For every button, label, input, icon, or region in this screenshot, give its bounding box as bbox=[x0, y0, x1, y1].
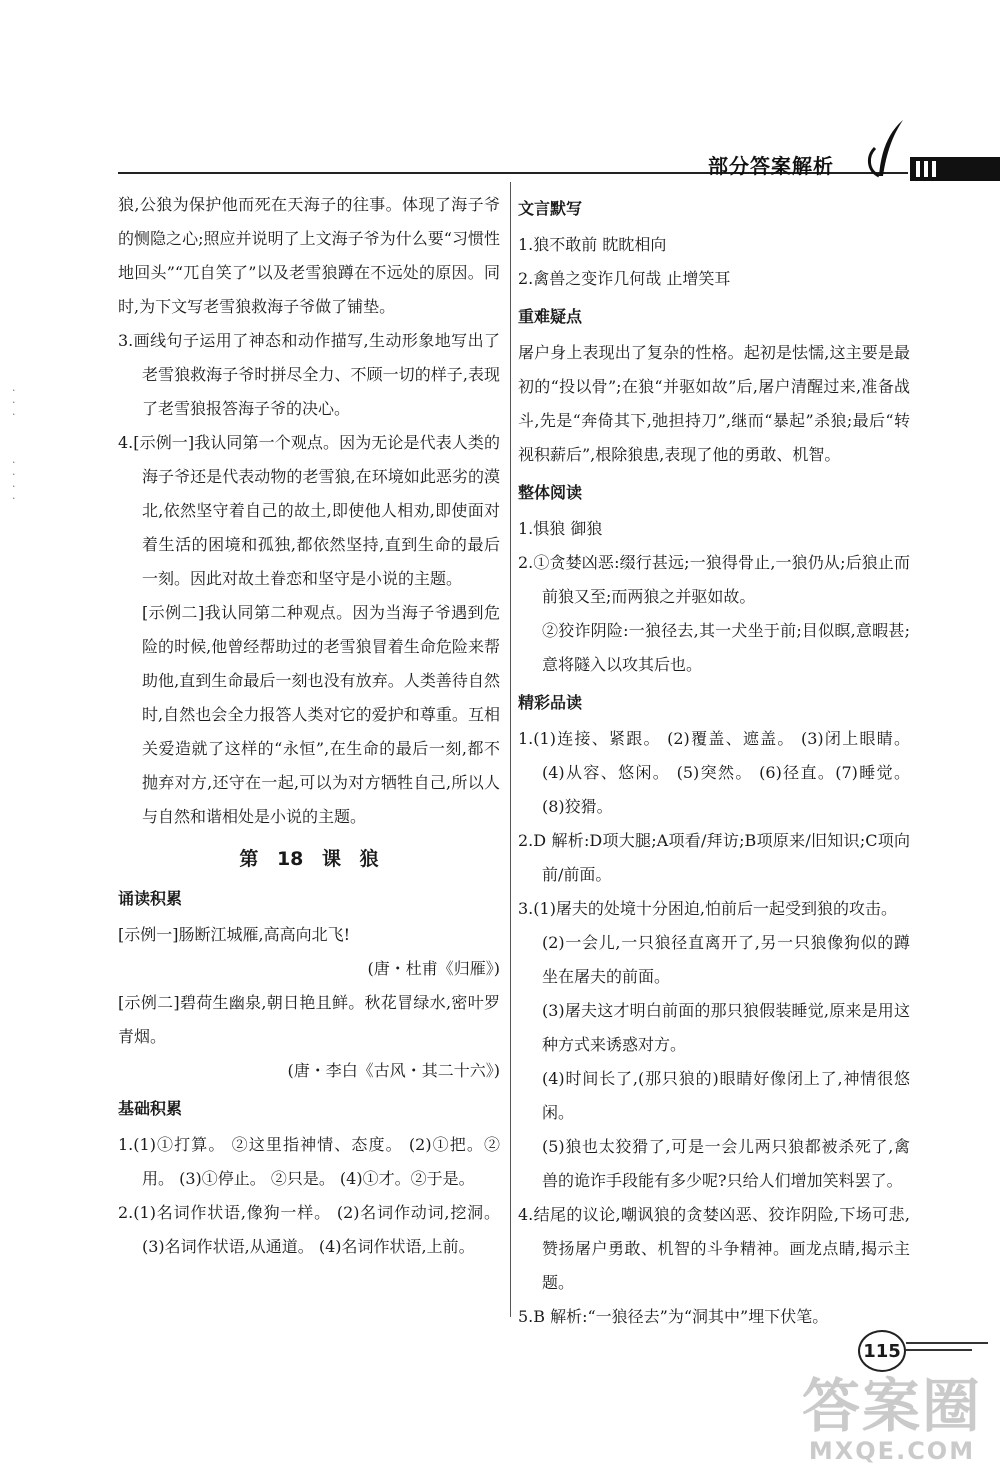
paragraph: 2.(1)名词作状语,像狗一样。 (2)名词作动词,挖洞。 (3)名词作状语,从通道。 (4)名词作状语,上前。 bbox=[118, 1203, 500, 1256]
paragraph: [示例二]碧荷生幽泉,朝日艳且鲜。秋花冒绿水,密叶罗青烟。 bbox=[118, 993, 500, 1046]
quill-pen-icon bbox=[865, 118, 913, 180]
paragraph: 屠户身上表现出了复杂的性格。起初是怯懦,这主要是最初的“投以骨”;在狼“并驱如故”后,屠户清醒过来,准备战斗,先是“奔倚其下,弛担持刀”,继而“暴起”杀狼;最后“转视积薪后”,根除狼患,表现了他的勇敢、机智。 bbox=[518, 343, 910, 464]
paragraph: 1.狼不敢前 眈眈相向 bbox=[518, 235, 667, 254]
watermark-url: MXQE.COM bbox=[808, 1437, 976, 1465]
right-column bbox=[518, 188, 910, 1334]
paragraph: (4)时间长了,(那只狼的)眼睛好像闭上了,神情很悠闲。 bbox=[542, 1069, 910, 1122]
paragraph: (唐・李白《古风・其二十六》) bbox=[287, 1061, 500, 1080]
page-number-lines bbox=[906, 1342, 988, 1356]
section-heading: 基础积累 bbox=[118, 1099, 183, 1118]
paragraph: 1.(1)连接、紧跟。 (2)覆盖、遮盖。 (3)闭上眼睛。 (4)从容、悠闲。 (5)突然。 (6)径直。(7)睡觉。 (8)狡猾。 bbox=[518, 729, 910, 816]
paragraph: 1.(1)①打算。 ②这里指神情、态度。 (2)①把。②用。 (3)①停止。 ②只是。 (4)①才。②于是。 bbox=[118, 1135, 500, 1188]
paragraph: [示例二]我认同第二种观点。因为当海子爷遇到危险的时候,他曾经帮助过的老雪狼冒着生命危险来帮助他,直到生命最后一刻也没有放弃。人类善待自然时,自然也会全力报答人类对它的爱护和尊重。互相关爱造就了这样的“永恒”,在生命的最后一刻,都不抛弃对方,还守在一起,可以为对方牺牲自己,所以人与自然和谐相处是小说的主题。 bbox=[142, 603, 500, 826]
section-heading: 精彩品读 bbox=[518, 693, 583, 712]
paragraph: 1.惧狼 御狼 bbox=[518, 519, 603, 538]
paragraph: [示例一]肠断江城雁,高高向北飞! bbox=[118, 925, 351, 944]
binding-marks: · · · · · · · bbox=[12, 384, 16, 505]
paragraph: 5.B 解析:“一狼径去”为“洞其中”埋下伏笔。 bbox=[518, 1307, 829, 1326]
paragraph: 2.①贪婪凶恶:缀行甚远;一狼得骨止,一狼仍从;后狼止而前狼又至;而两狼之并驱如故。 bbox=[518, 553, 910, 606]
paragraph: 3.(1)屠夫的处境十分困迫,怕前后一起受到狼的攻击。 bbox=[518, 899, 898, 918]
paragraph: 2.D 解析:D项大腿;A项看/拜访;B项原来/旧知识;C项向前/前面。 bbox=[518, 831, 910, 884]
section-heading: 诵读积累 bbox=[118, 889, 183, 908]
section-heading: 重难疑点 bbox=[518, 307, 583, 326]
paragraph: (5)狼也太狡猾了,可是一会儿两只狼都被杀死了,禽兽的诡诈手段能有多少呢?只给人们增加笑料罢了。 bbox=[542, 1137, 910, 1190]
paragraph: (2)一会儿,一只狼径直离开了,另一只狼像狗似的蹲坐在屠夫的前面。 bbox=[542, 933, 910, 986]
watermark-logo-text: 答案圈 bbox=[801, 1372, 982, 1440]
paragraph: ②狡诈阴险:一狼径去,其一犬坐于前;目似瞑,意暇甚;意将隧入以攻其后也。 bbox=[542, 621, 910, 674]
paragraph: 3.画线句子运用了神态和动作描写,生动形象地写出了老雪狼救海子爷时拼尽全力、不顾一切的样子,表现了老雪狼报答海子爷的决心。 bbox=[118, 331, 500, 418]
paragraph: 2.禽兽之变诈几何哉 止增笑耳 bbox=[518, 269, 731, 288]
paragraph: 4.结尾的议论,嘲讽狼的贪婪凶恶、狡诈阴险,下场可悲,赞扬屠户勇敢、机智的斗争精神。画龙点睛,揭示主题。 bbox=[518, 1205, 910, 1292]
paragraph: (唐・杜甫《归雁》) bbox=[367, 959, 500, 978]
paragraph: 狼,公狼为保护他而死在天海子的往事。体现了海子爷的恻隐之心;照应并说明了上文海子爷为什么要“习惯性地回头”“兀自笑了”以及老雪狼蹲在不远处的原因。同时,为下文写老雪狼救海子爷做了铺垫。 bbox=[118, 195, 500, 316]
page-header-title: 部分答案解析 bbox=[708, 154, 834, 178]
paragraph: 4.[示例一]我认同第一个观点。因为无论是代表人类的海子爷还是代表动物的老雪狼,在环境如此恶劣的漠北,依然坚守着自己的故土,即使他人相劝,即使面对着生活的困境和孤独,都依然坚持,直到生命的最后一刻。因此对故土眷恋和坚守是小说的主题。 bbox=[118, 433, 500, 588]
left-column bbox=[118, 188, 500, 1264]
section-heading: 整体阅读 bbox=[518, 483, 583, 502]
paragraph: (3)屠夫这才明白前面的那只狼假装睡觉,原来是用这种方式来诱惑对方。 bbox=[542, 1001, 910, 1054]
page-number: 115 bbox=[858, 1330, 906, 1372]
section-heading: 文言默写 bbox=[518, 199, 583, 218]
lesson-title: 第 18 课 狼 bbox=[239, 848, 379, 870]
watermark bbox=[801, 1372, 982, 1465]
header-decoration-bar bbox=[910, 157, 1000, 181]
column-divider bbox=[510, 182, 511, 1317]
